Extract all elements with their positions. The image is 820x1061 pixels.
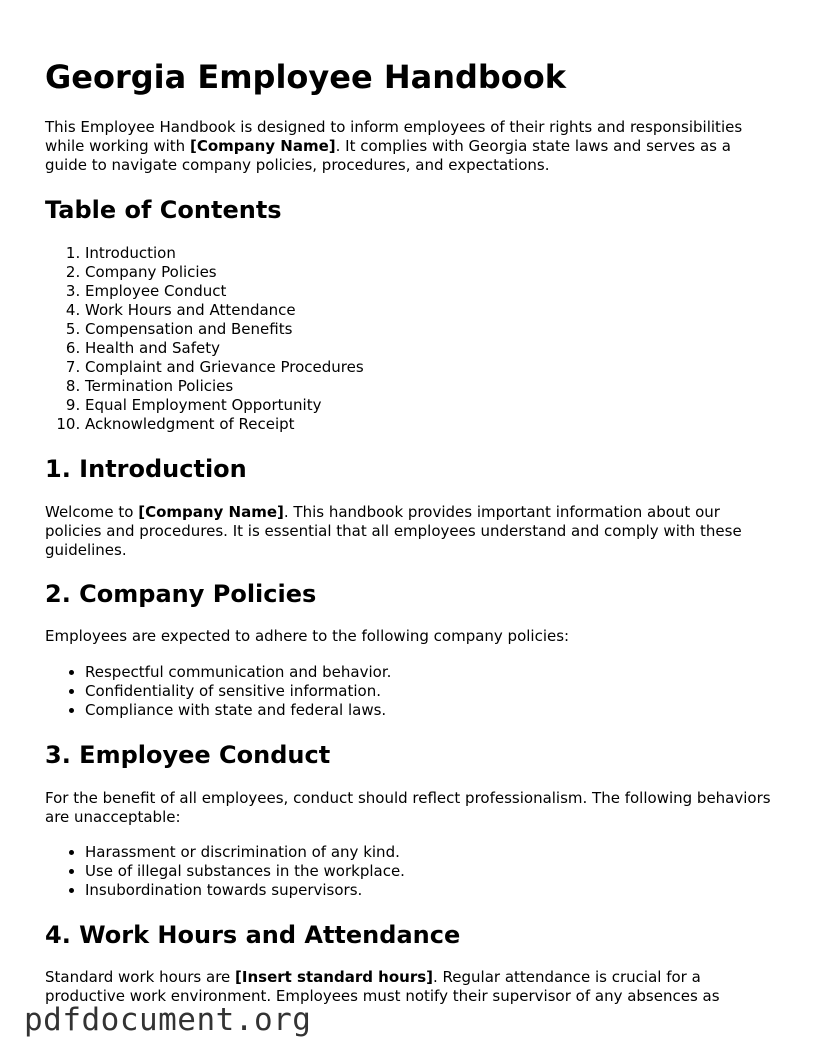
section-work-hours-text-end: . Regular attendance is crucial for a productive work environment. Employees must notify their supervisor of any absences as — [45, 968, 720, 1005]
company-name-placeholder: [Company Name] — [189, 137, 336, 155]
company-policies-list — [45, 663, 815, 720]
toc-item: 8. Termination Policies — [85, 377, 815, 396]
list-item: • Confidentiality of sensitive information. — [85, 682, 815, 701]
section-introduction-text-end: . This handbook provides important information about our policies and procedures. It is essential that all employees understand and comply with these guidelines. — [45, 503, 742, 559]
watermark-logo: pdfdocument.org — [24, 1002, 312, 1038]
company-name-placeholder: [Company Name] — [138, 503, 284, 521]
employee-conduct-list — [45, 843, 815, 900]
section-work-hours-text-start: Standard work hours are — [45, 968, 236, 986]
section-company-policies-heading: 2. Company Policies — [45, 580, 317, 608]
toc-item: 5. Compensation and Benefits — [85, 320, 815, 339]
intro-text-start: This Employee Handbook is designed to inform employees of their rights and responsibilities while working with — [45, 118, 743, 155]
standard-hours-placeholder: [Insert standard hours] — [235, 968, 434, 986]
list-item: • Compliance with state and federal laws. — [85, 701, 815, 720]
section-work-hours-heading: 4. Work Hours and Attendance — [45, 921, 461, 949]
page-title: Georgia Employee Handbook — [45, 58, 567, 96]
list-item: • Harassment or discrimination of any kind. — [85, 843, 815, 862]
toc-item: 9. Equal Employment Opportunity — [85, 396, 815, 415]
toc-item: 7. Complaint and Grievance Procedures — [85, 358, 815, 377]
section-employee-conduct-heading: 3. Employee Conduct — [45, 741, 331, 769]
toc-item: 3. Employee Conduct — [85, 282, 815, 301]
toc-item: 10. Acknowledgment of Receipt — [85, 415, 815, 434]
intro-text-end: . It complies with Georgia state laws and serves as a guide to navigate company policies, procedures, and expectations. — [45, 137, 731, 174]
section-introduction-text — [45, 503, 775, 560]
toc-item: 2. Company Policies — [85, 263, 815, 282]
toc-heading: Table of Contents — [45, 196, 282, 224]
list-item: • Respectful communication and behavior. — [85, 663, 815, 682]
section-introduction-heading: 1. Introduction — [45, 455, 247, 483]
toc-list — [45, 244, 815, 434]
section-introduction-text-start: Welcome to — [45, 503, 139, 521]
intro-paragraph — [45, 118, 775, 175]
section-company-policies-text: Employees are expected to adhere to the following company policies: — [45, 627, 570, 645]
section-employee-conduct-text: For the benefit of all employees, conduct should reflect professionalism. The following behaviors are unacceptable: — [45, 789, 771, 826]
toc-item: 1. Introduction — [85, 244, 815, 263]
toc-item: 6. Health and Safety — [85, 339, 815, 358]
list-item: • Use of illegal substances in the workplace. — [85, 862, 815, 881]
toc-item: 4. Work Hours and Attendance — [85, 301, 815, 320]
list-item: • Insubordination towards supervisors. — [85, 881, 815, 900]
